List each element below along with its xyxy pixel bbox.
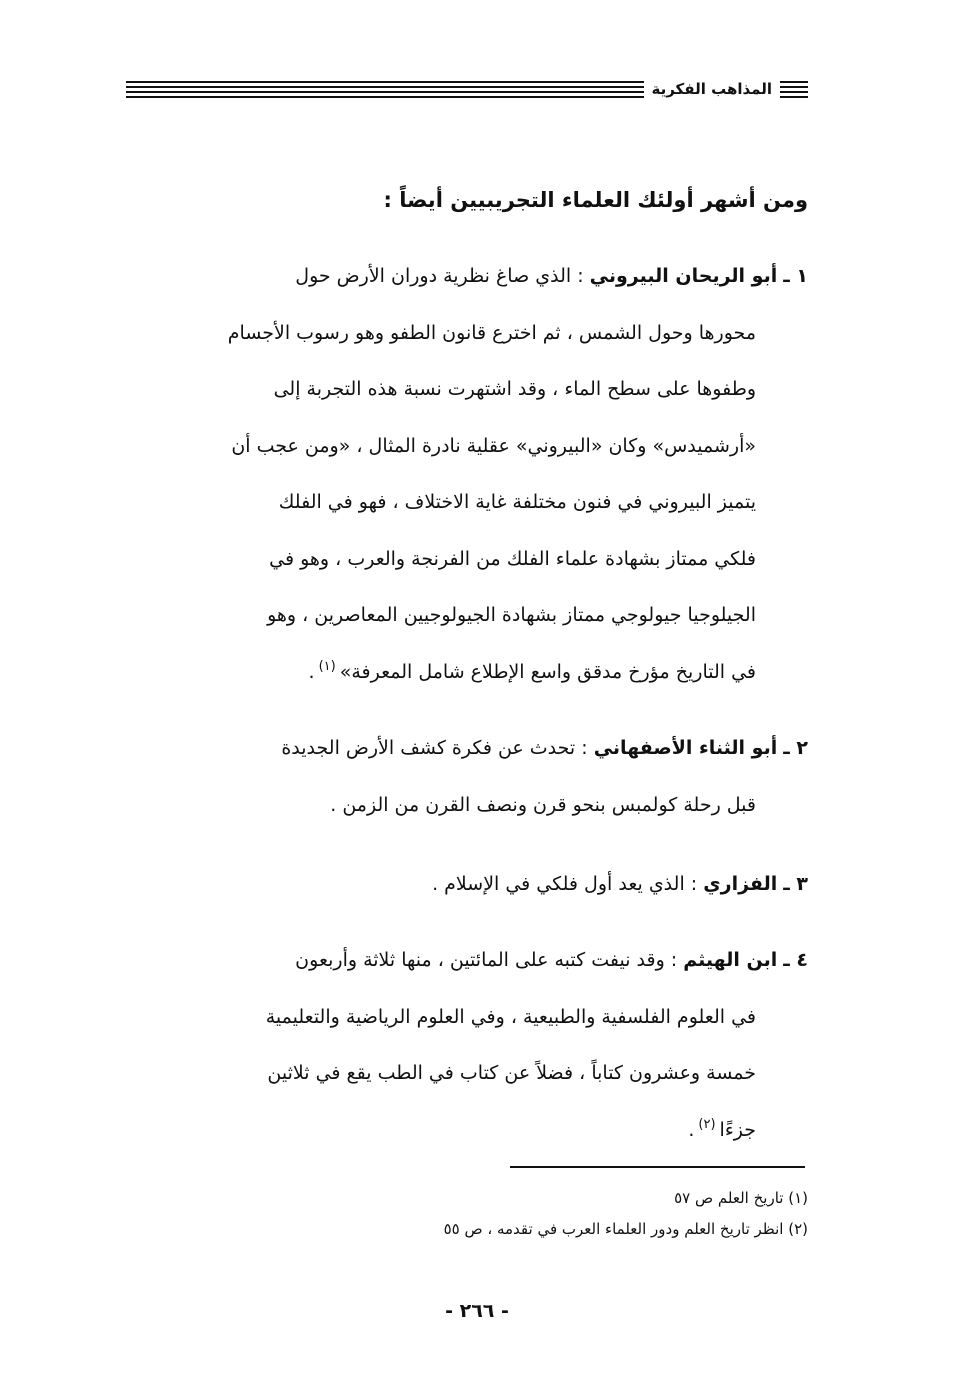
item-line: فلكي ممتاز بشهادة علماء الفلك من الفرنجة والعرب ، وهو في	[269, 547, 756, 570]
item-line: الجيلوجيا جيولوجي ممتاز بشهادة الجيولوجيين المعاصرين ، وهو	[267, 604, 756, 626]
item-line: يتميز البيروني في فنون مختلفة غاية الاختلاف ، فهو في الفلك	[278, 491, 756, 513]
footnote-ref[interactable]: (٢)	[698, 1117, 716, 1133]
item-line: خمسة وعشرون كتاباً ، فضلاً عن كتاب في الطب يقع في ثلاثين	[267, 1062, 756, 1084]
item-first-line	[126, 932, 808, 989]
item-text: : الذي صاغ نظرية دوران الأرض حول	[295, 265, 584, 287]
item-number: ٣ ـ	[783, 873, 808, 895]
end-mark: .	[688, 1118, 695, 1141]
item-line: محورها وحول الشمس ، ثم اخترع قانون الطفو وهو رسوب الأجسام	[227, 321, 756, 344]
item-text: في التاريخ مؤرخ مدقق واسع الإطلاع شامل المعرفة»	[339, 660, 756, 683]
item-text: : وقد نيفت كتبه على المائتين ، منها ثلاثة وأربعون	[295, 949, 678, 971]
section-intro: ومن أشهر أولئك العلماء التجريبيين أيضاً :	[383, 188, 808, 212]
footnote-1: (١) تاريخ العلم ص ٥٧	[674, 1189, 808, 1207]
scholar-name: أبو الثناء الأصفهاني	[593, 737, 778, 759]
item-number: ٢ ـ	[783, 737, 808, 759]
item-line: في العلوم الفلسفية والطبيعية ، وفي العلوم الرياضية والتعليمية	[265, 1005, 756, 1028]
item-last-line	[126, 1102, 808, 1159]
item-first-line	[126, 248, 808, 305]
list-item-2	[126, 720, 808, 833]
item-last-line	[126, 644, 808, 701]
item-first-line	[126, 856, 808, 913]
list-item-1	[126, 248, 808, 700]
page-number: - ٢٦٦ -	[445, 1300, 509, 1322]
item-text: جزءًا	[719, 1118, 756, 1141]
footnote-ref[interactable]: (١)	[318, 659, 336, 675]
item-line: «أرشميدس» وكان «البيروني» عقلية نادرة المثال ، «ومن عجب أن	[231, 434, 756, 457]
item-line: وطفوها على سطح الماء ، وقد اشتهرت نسبة هذه التجربة إلى	[273, 378, 756, 400]
footnote-2: (٢) انظر تاريخ العلم ودور العلماء العرب في تقدمه ، ص ٥٥	[443, 1220, 808, 1238]
item-line: قبل رحلة كولمبس بنحو قرن ونصف القرن من الزمن .	[330, 793, 756, 816]
footnotes	[126, 1183, 808, 1245]
footnote-divider	[510, 1166, 805, 1168]
item-number: ٤ ـ	[783, 949, 808, 971]
running-header	[126, 76, 808, 102]
item-first-line	[126, 720, 808, 777]
header-ornament-icon	[780, 78, 808, 100]
header-title: المذاهب الفكرية	[651, 80, 772, 98]
scholar-name: ابن الهيثم	[683, 949, 778, 971]
scholar-name: الفزاري	[703, 873, 778, 895]
item-text: : تحدث عن فكرة كشف الأرض الجديدة	[281, 737, 588, 759]
item-number: ١ ـ	[783, 265, 808, 287]
end-mark: .	[308, 660, 315, 683]
item-text: : الذي يعد أول فلكي في الإسلام .	[432, 873, 698, 895]
list-item-4	[126, 932, 808, 1158]
header-rule	[126, 78, 644, 100]
list-item-3	[126, 856, 808, 913]
scholar-name: أبو الريحان البيروني	[589, 265, 778, 287]
